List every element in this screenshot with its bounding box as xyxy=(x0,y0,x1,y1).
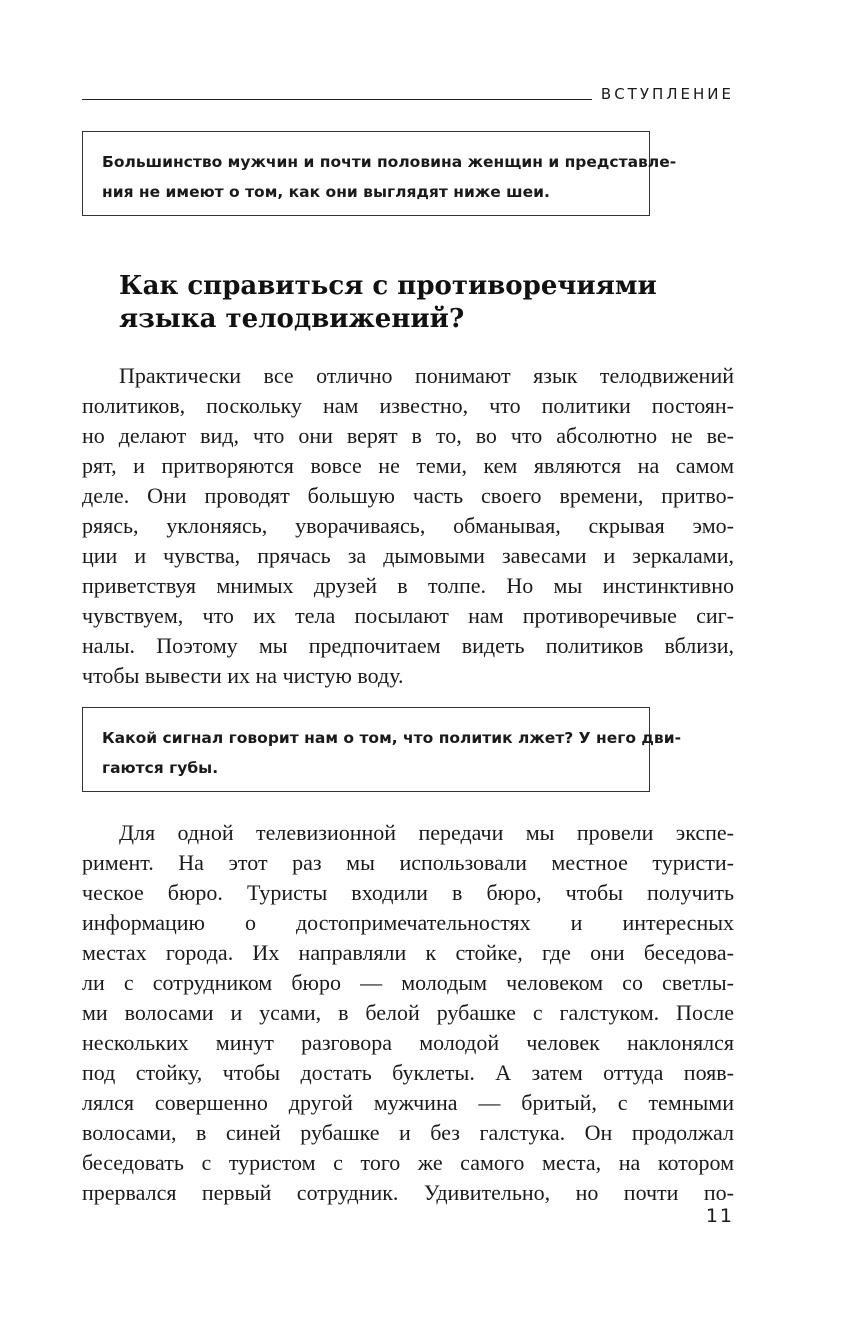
paragraph-line: волосами, в синей рубашке и без галстука. Он продолжал xyxy=(82,1120,734,1145)
callout-line: гаются губы. xyxy=(102,759,219,777)
heading-line: языка телодвижений? xyxy=(119,304,465,334)
paragraph-line: ряясь, уклоняясь, уворачиваясь, обманывая, скрывая эмо- xyxy=(82,513,734,538)
paragraph-line: ми волосами и усами, в белой рубашке с галстуком. После xyxy=(82,1000,734,1025)
paragraph-line: чтобы вывести их на чистую воду. xyxy=(82,663,404,688)
paragraph-line: под стойку, чтобы достать буклеты. А затем оттуда появ- xyxy=(82,1060,734,1085)
running-header xyxy=(82,84,734,108)
paragraph-line: чувствуем, что их тела посылают нам противоречивые сиг- xyxy=(82,603,734,628)
paragraph-politicians xyxy=(82,361,734,691)
paragraph-line: деле. Они проводят большую часть своего времени, притво- xyxy=(82,483,734,508)
paragraph-line: политиков, поскольку нам известно, что политики постоян- xyxy=(82,393,734,418)
paragraph-line: рят, и притворяются вовсе не теми, кем являются на самом xyxy=(82,453,734,478)
paragraph-line: римент. На этот раз мы использовали местное туристи- xyxy=(82,850,734,875)
callout-line: Какой сигнал говорит нам о том, что политик лжет? У него дви- xyxy=(102,729,682,747)
paragraph-line: информацию о достопримечательностях и интересных xyxy=(82,910,734,935)
paragraph-line: ческое бюро. Туристы входили в бюро, чтобы получить xyxy=(82,880,734,905)
paragraph-line: местах города. Их направляли к стойке, где они беседова- xyxy=(82,940,734,965)
header-rule xyxy=(82,99,592,100)
paragraph-line: ли с сотрудником бюро — молодым человеком со светлы- xyxy=(82,970,734,995)
paragraph-line: налы. Поэтому мы предпочитаем видеть политиков вблизи, xyxy=(82,633,734,658)
callout-line: ния не имеют о том, как они выглядят ниже шеи. xyxy=(102,183,550,201)
paragraph-line: но делают вид, что они верят в то, во что абсолютно не ве- xyxy=(82,423,734,448)
paragraph-line: лялся совершенно другой мужчина — бритый, с темными xyxy=(82,1090,734,1115)
page-number: 11 xyxy=(705,1205,734,1227)
paragraph-line: нескольких минут разговора молодой человек наклонялся xyxy=(82,1030,734,1055)
callout-line: Большинство мужчин и почти половина женщин и представле- xyxy=(102,153,677,171)
paragraph-line: ции и чувства, прячась за дымовыми завесами и зеркалами, xyxy=(82,543,734,568)
heading-line: Как справиться с противоречиями xyxy=(119,271,657,301)
paragraph-line: приветствуя мнимых друзей в толпе. Но мы инстинктивно xyxy=(82,573,734,598)
callout-box-politician-lies xyxy=(82,707,682,792)
paragraph-line: Для одной телевизионной передачи мы провели экспе- xyxy=(119,820,734,845)
paragraph-experiment xyxy=(82,818,734,1208)
paragraph-line: беседовать с туристом с того же самого места, на котором xyxy=(82,1150,734,1175)
paragraph-line: Практически все отлично понимают язык телодвижений xyxy=(119,363,734,388)
paragraph-line: прервался первый сотрудник. Удивительно, но почти по- xyxy=(82,1180,734,1205)
callout-box-neck xyxy=(82,131,677,216)
section-title: ВСТУПЛЕНИЕ xyxy=(600,85,734,103)
section-heading xyxy=(119,270,719,336)
